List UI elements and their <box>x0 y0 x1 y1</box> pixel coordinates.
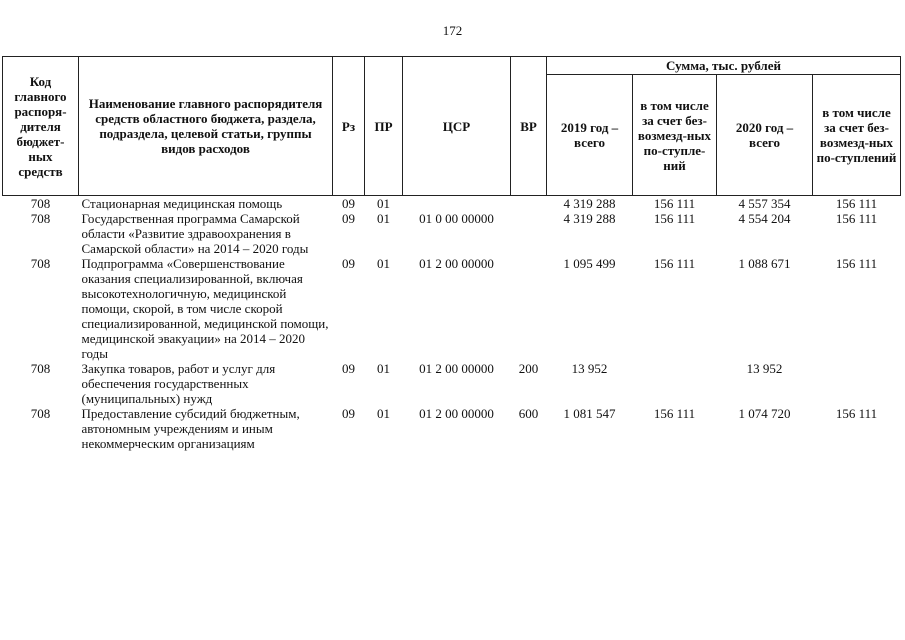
row-2020-total: 13 952 <box>746 361 783 376</box>
row-2020-total: 4 557 354 <box>738 196 791 211</box>
row-csr: 01 2 00 00000 <box>419 361 494 376</box>
table-body <box>3 196 901 452</box>
row-2020-total: 1 074 720 <box>738 406 791 421</box>
row-code: 708 <box>30 196 51 211</box>
row-vr <box>511 256 547 361</box>
row-csr: 01 0 00 00000 <box>419 211 494 226</box>
row-rz: 09 <box>342 256 355 271</box>
row-name: Государственная программа Самарской области «Развитие здравоохранения в Самарской области» на 2014 – 2020 годы <box>81 211 309 256</box>
row-rz: 09 <box>342 196 355 211</box>
row-2020-grant: 156 111 <box>835 211 878 226</box>
row-code: 708 <box>30 361 51 376</box>
header-2020-grant: в том числе за счет без-возмезд-ных по-ступлений <box>813 75 901 196</box>
row-2019-grant: 156 111 <box>653 196 696 211</box>
table-row <box>3 406 901 451</box>
row-vr: 200 <box>518 361 539 376</box>
row-rz: 09 <box>342 211 355 226</box>
page-number: 172 <box>442 23 463 38</box>
row-2020-grant: 156 111 <box>835 256 878 271</box>
row-pr: 01 <box>377 256 390 271</box>
header-rz: Рз <box>333 57 365 196</box>
header-code: Код главного распоря-дителя бюджет-ных средств <box>3 57 79 196</box>
row-name: Закупка товаров, работ и услуг для обеспечения государственных (муниципальных) нужд <box>81 361 276 406</box>
row-2020-grant: 156 111 <box>835 406 878 421</box>
row-vr: 600 <box>518 406 539 421</box>
row-2019-total: 4 319 288 <box>563 196 616 211</box>
row-pr: 01 <box>377 361 390 376</box>
row-2019-grant: 156 111 <box>653 211 696 226</box>
header-csr: ЦСР <box>403 57 511 196</box>
row-2019-total: 1 095 499 <box>563 256 616 271</box>
table-row <box>3 196 901 212</box>
row-csr: 01 2 00 00000 <box>419 406 494 421</box>
header-2019-grant: в том числе за счет без-возмезд-ных по-ступле-ний <box>633 75 717 196</box>
row-2019-total: 4 319 288 <box>563 211 616 226</box>
budget-table <box>2 56 901 451</box>
header-sum-group: Сумма, тыс. рублей <box>547 57 901 75</box>
table-row <box>3 211 901 256</box>
row-code: 708 <box>30 406 51 421</box>
row-vr <box>511 196 547 212</box>
row-2020-grant <box>813 361 901 406</box>
row-2019-grant: 156 111 <box>653 406 696 421</box>
row-2019-grant <box>633 361 717 406</box>
row-csr <box>403 196 511 212</box>
row-2020-grant: 156 111 <box>835 196 878 211</box>
table-header <box>3 57 901 196</box>
table-row <box>3 361 901 406</box>
header-name: Наименование главного распорядителя средств областного бюджета, раздела, подраздела, целевой статьи, группы видов расходов <box>79 57 333 196</box>
row-2020-total: 4 554 204 <box>738 211 791 226</box>
header-vr: ВР <box>511 57 547 196</box>
row-vr <box>511 211 547 256</box>
row-rz: 09 <box>342 406 355 421</box>
row-2019-grant: 156 111 <box>653 256 696 271</box>
row-csr: 01 2 00 00000 <box>419 256 494 271</box>
row-pr: 01 <box>377 406 390 421</box>
table-row <box>3 256 901 361</box>
row-code: 708 <box>30 256 51 271</box>
row-rz: 09 <box>342 361 355 376</box>
row-name: Подпрограмма «Совершенствование оказания специализированной, включая высокотехнологичную, медицинской помощи, скорой, в том числе скорой специализированной, медицинской помощи, медицинской эвакуации» на 2014 – 2020 годы <box>81 256 329 361</box>
row-pr: 01 <box>377 211 390 226</box>
header-2020-total: 2020 год – всего <box>717 75 813 196</box>
row-2019-total: 13 952 <box>571 361 608 376</box>
row-name: Предоставление субсидий бюджетным, автономным учреждениям и иным некоммерческим организациям <box>81 406 300 451</box>
row-pr: 01 <box>377 196 390 211</box>
row-2019-total: 1 081 547 <box>563 406 616 421</box>
row-code: 708 <box>30 211 51 226</box>
row-name: Стационарная медицинская помощь <box>81 196 283 211</box>
row-2020-total: 1 088 671 <box>738 256 791 271</box>
header-2019-total: 2019 год – всего <box>547 75 633 196</box>
header-pr: ПР <box>365 57 403 196</box>
